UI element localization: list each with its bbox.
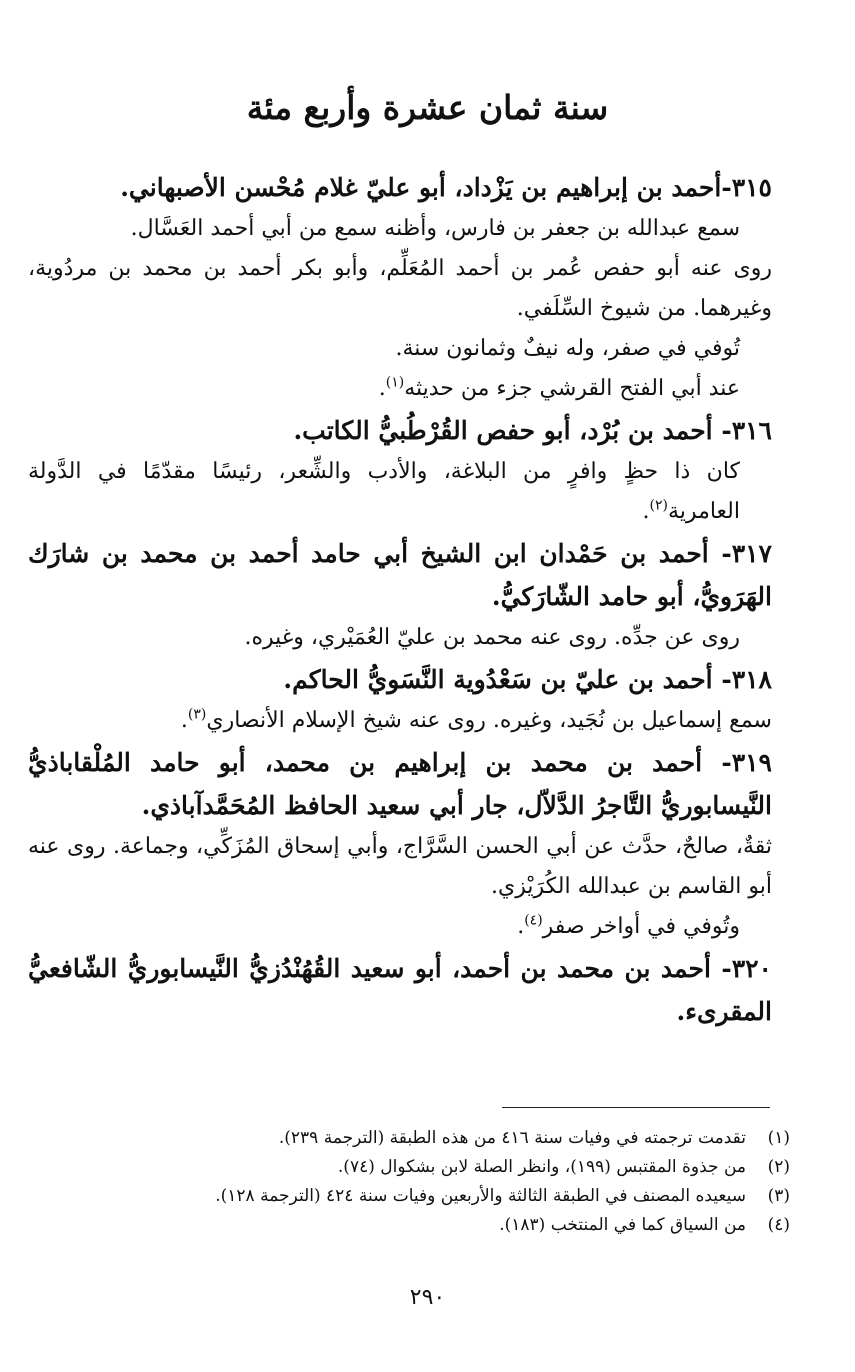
footnote-ref: (٢) bbox=[649, 497, 669, 514]
entry-heading: ٣١٧- أحمد بن حَمْدان ابن الشيخ أبي حامد أحمد بن محمد بن شارَك الهَرَويُّ، أبو حامد الشّارَكيُّ. bbox=[28, 539, 772, 611]
footnote-ref: (٣) bbox=[187, 706, 207, 723]
page-title: سنة ثمان عشرة وأربع مئة bbox=[246, 88, 609, 127]
footnote-divider bbox=[502, 1107, 770, 1108]
entry-paragraph: كان ذا حظٍ وافرٍ من البلاغة، والأدب والشِّعر، رئيسًا مقدّمًا في الدَّولة العامرية$^{(٢)}$. bbox=[28, 459, 740, 524]
footnote-text: من السياق كما في المنتخب (١٨٣). bbox=[499, 1215, 746, 1235]
footnote-text: من جذوة المقتبس (١٩٩)، وانظر الصلة لابن بشكوال (٧٤). bbox=[337, 1157, 746, 1177]
footnote-number: (٣) bbox=[767, 1186, 790, 1206]
paragraph-text: وتُوفي في أواخر صفر bbox=[542, 914, 740, 939]
paragraph-text: كان ذا حظٍ وافرٍ من البلاغة، والأدب والشِّعر، رئيسًا مقدّمًا في الدَّولة العامرية bbox=[28, 459, 740, 524]
footnote-number: (١) bbox=[767, 1128, 790, 1148]
entry-heading: ٣١٥-أحمد بن إبراهيم بن يَزْداد، أبو عليّ غلام مُحْسن الأصبهاني. bbox=[120, 173, 772, 202]
page-number: ٢٩٠ bbox=[409, 1285, 446, 1310]
footnote-ref: (٤) bbox=[524, 912, 543, 929]
footnote-text: سيعيده المصنف في الطبقة الثالثة والأربعين وفيات سنة ٤٢٤ (الترجمة ١٢٨). bbox=[215, 1186, 746, 1206]
paragraph-text: سمع إسماعيل بن نُجَيد، وغيره. روى عنه شيخ الإسلام الأنصاري bbox=[206, 708, 772, 733]
footnote bbox=[120, 1124, 790, 1153]
entry-paragraph: روى عنه أبو حفص عُمر بن أحمد المُعَلِّم، وأبو بكر أحمد بن محمد بن مردُوية، وغيرهما. من شيوخ السِّلَفي. bbox=[28, 256, 772, 321]
footnote bbox=[120, 1211, 790, 1240]
footnotes bbox=[120, 1124, 790, 1240]
footnote-number: (٤) bbox=[767, 1215, 790, 1235]
entry-paragraph: سمع عبدالله بن جعفر بن فارس، وأظنه سمع من أبي أحمد العَسَّال. bbox=[130, 216, 740, 241]
entry-heading: ٣٢٠- أحمد بن محمد بن أحمد، أبو سعيد القُهُنْدُزيُّ النَّيسابوريُّ الشّافعيُّ المقرىء. bbox=[28, 954, 772, 1026]
entry-paragraph: تُوفي في صفر، وله نيفٌ وثمانون سنة. bbox=[395, 336, 740, 361]
entry-heading: ٣١٨- أحمد بن عليّ بن سَعْدُوية النَّسَويُّ الحاكم. bbox=[283, 665, 772, 694]
footnote bbox=[120, 1153, 790, 1182]
entry-paragraph: روى عن جدِّه. روى عنه محمد بن عليّ العُمَيْري، وغيره. bbox=[244, 625, 740, 650]
footnote-text: تقدمت ترجمته في وفيات سنة ٤١٦ من هذه الطبقة (الترجمة ٢٣٩). bbox=[278, 1128, 746, 1148]
entry-paragraph: سمع إسماعيل بن نُجَيد، وغيره. روى عنه شيخ الإسلام الأنصاري$^{(٣)}$. bbox=[180, 706, 772, 733]
footnote bbox=[120, 1182, 790, 1211]
entry-heading: ٣١٩- أحمد بن محمد بن إبراهيم بن محمد، أبو حامد المُلْقاباذيُّ النَّيسابوريُّ التَّاجرُ الدَّلاّل، جار أبي سعيد الحافظ المُحَمَّدآباذي. bbox=[28, 748, 772, 820]
paragraph-text: عند أبي الفتح القرشي جزء من حديثه bbox=[404, 376, 740, 401]
entry-paragraph: وتُوفي في أواخر صفر$^{(٤)}$. bbox=[517, 912, 740, 939]
entry-heading: ٣١٦- أحمد بن بُرْد، أبو حفص القُرْطُبيُّ الكاتب. bbox=[293, 416, 772, 445]
entry-paragraph: ثقةٌ، صالحٌ، حدَّث عن أبي الحسن السَّرَّاج، وأبي إسحاق المُزَكِّي، وجماعة. روى عنه أبو القاسم بن عبدالله الكُرَيْزي. bbox=[28, 834, 772, 899]
entry-paragraph: عند أبي الفتح القرشي جزء من حديثه$^{(١)}$. bbox=[378, 374, 740, 401]
main-text bbox=[28, 166, 800, 1033]
footnote-number: (٢) bbox=[767, 1157, 790, 1177]
footnote-ref: (١) bbox=[385, 374, 405, 391]
